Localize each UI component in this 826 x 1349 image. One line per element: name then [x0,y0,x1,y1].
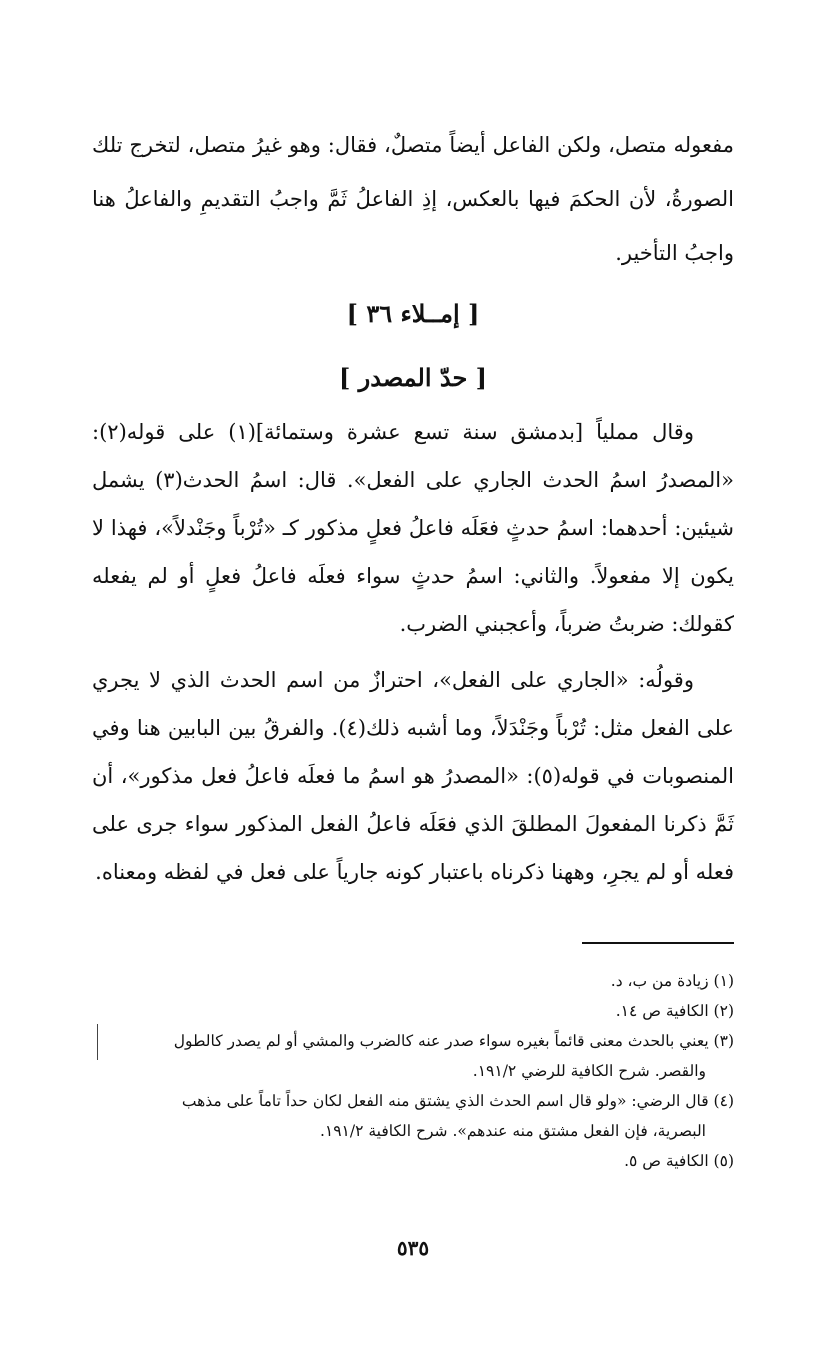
footnote-2 [92,996,734,1026]
section-heading: [ حدّ المصدر ] [338,363,488,392]
footnote-4-continuation: البصرية، فإن الفعل مشتق منه عندهم». شرح الكافية ١٩١/٢. [319,1122,706,1140]
page-number: ٥٣٥ [396,1236,430,1260]
footnote-divider [582,942,734,944]
intro-paragraph [92,118,734,280]
footnote-3-text: (٣) يعني بالحدث معنى قائماً بغيره سواء صدر عنه كالضرب والمشي أو لم يصدر كالطول [173,1032,734,1050]
paragraph-1-text: وقال مملياً [بدمشق سنة تسع عشرة وستمائة](١) على قوله(٢): «المصدرُ اسمُ الحدث الجاري على الفعل». قال: اسمُ الحدث(٣) يشمل شيئين: أحدهما: اسمُ حدثٍ فعَلَه فاعلُ فعلٍ مذكور كـ «تُرْباً وجَنْدلاً»، فهذا لا يكون إلا مفعولاً. والثاني: اسمُ حدثٍ سواء فعلَه فاعلُ فعلٍ أو لم يفعله كقولك: ضربتُ ضرباً، وأعجبني الضرب. [92,420,734,636]
footnote-1 [92,966,734,996]
footnote-4-text: (٤) قال الرضي: «ولو قال اسم الحدث الذي يشتق منه الفعل لكان حداً تاماً على مذهب [181,1092,734,1110]
paragraph-2 [92,656,734,896]
footnote-5 [92,1146,734,1176]
footnote-1-text: (١) زيادة من ب، د. [610,972,734,990]
footnote-2-text: (٢) الكافية ص ١٤. [615,1002,734,1020]
intro-text: مفعوله متصل، ولكن الفاعل أيضاً متصلٌ، فقال: وهو غيرُ متصل، لتخرج تلك الصورةُ، لأن الحكمَ فيها بالعكس، إذِ الفاعلُ ثَمَّ واجبُ التقديمِ والفاعلُ هنا واجبُ التأخير. [92,133,734,265]
dictation-heading: [ إمــلاء ٣٦ ] [346,299,480,328]
footnote-4 [92,1086,734,1146]
footnote-3 [92,1026,734,1086]
footnote-5-text: (٥) الكافية ص ٥. [624,1152,734,1170]
footnotes [92,966,734,1176]
paragraph-2-text: وقولُه: «الجاري على الفعل»، احترازٌ من اسم الحدث الذي لا يجري على الفعل مثل: تُرْباً وجَنْدَلاً، وما أشبه ذلك(٤). والفرقُ بين البابين هنا وفي المنصوبات في قوله(٥): «المصدرُ هو اسمُ ما فعلَه فاعلُ فعل مذكور»، أن ثَمَّ ذكرنا المفعولَ المطلقَ الذي فعَلَه فاعلُ الفعل المذكور سواء جرى على فعله أو لم يجرِ، وههنا ذكرناه باعتبار كونه جارياً على فعل في لفظه ومعناه. [92,668,734,884]
paragraph-1 [92,408,734,648]
footnote-3-continuation: والقصر. شرح الكافية للرضي ١٩١/٢. [472,1062,706,1080]
